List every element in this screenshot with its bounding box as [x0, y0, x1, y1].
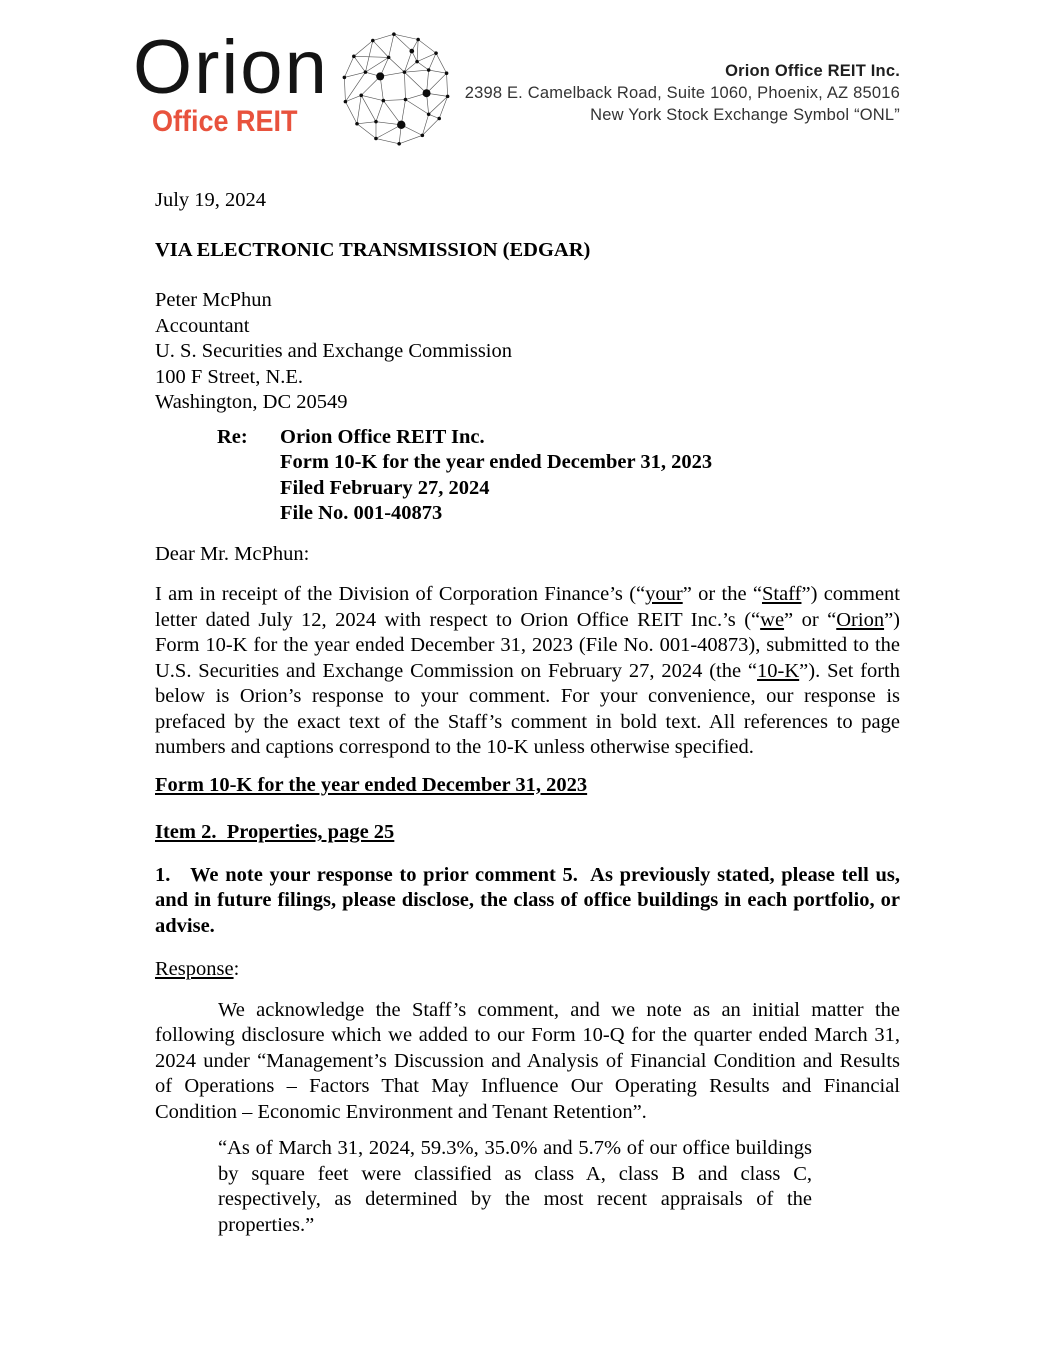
salutation: Dear Mr. McPhun:	[155, 542, 310, 565]
recipient-street: 100 F Street, N.E.	[155, 365, 304, 388]
orion-logo	[133, 25, 329, 138]
response-paragraph: We acknowledge the Staff’s comment, and we note as an initial matter the following disclosure which we added to our Form 10-Q for the quarter ended March 31, 2024 under “Management’s Discussion and Analysis of Financial Condition and Results of Operations – Factors That May Influence Our Operating Results and Financial Condition – Economic Environment and Tenant Retention”.	[155, 998, 900, 1123]
letter-body	[155, 188, 900, 1238]
orion-logo-subtitle: Office REIT	[152, 105, 298, 138]
network-globe-icon	[338, 30, 454, 148]
company-info-block	[465, 60, 900, 126]
staff-comment-1: 1. We note your response to prior comment 5. As previously stated, please tell us, and in future filings, please disclose, the class of office buildings in each portfolio, or advise.	[155, 863, 900, 937]
re-lines	[280, 425, 712, 527]
letterhead	[0, 0, 1055, 165]
company-exchange-symbol: New York Stock Exchange Symbol “ONL”	[590, 106, 900, 124]
re-line-filed: Filed February 27, 2024	[280, 476, 490, 499]
re-line-form: Form 10-K for the year ended December 31, 2023	[280, 451, 713, 473]
re-line-file-no: File No. 001-40873	[280, 502, 443, 524]
company-name: Orion Office REIT Inc.	[725, 62, 900, 80]
recipient-organization: U. S. Securities and Exchange Commission	[155, 340, 512, 362]
delivery-method: VIA ELECTRONIC TRANSMISSION (EDGAR)	[155, 238, 591, 261]
recipient-name: Peter McPhun	[155, 289, 272, 311]
response-label: Response:	[155, 958, 240, 980]
disclosure-quote: “As of March 31, 2024, 59.3%, 35.0% and 5.7% of our office buildings by square feet were classified as class A, class B and class C, respectively, as determined by the most recent appraisals of the properties.”	[218, 1137, 812, 1236]
recipient-address-block	[155, 288, 900, 416]
re-label: Re:	[217, 425, 248, 448]
letter-date: July 19, 2024	[155, 189, 267, 211]
heading-item-2-properties: Item 2. Properties, page 25	[155, 821, 395, 843]
heading-form-10k: Form 10-K for the year ended December 31, 2023	[155, 773, 588, 796]
orion-wordmark: Orion	[133, 25, 329, 110]
recipient-title: Accountant	[155, 314, 250, 337]
recipient-city: Washington, DC 20549	[155, 391, 348, 413]
re-block	[217, 425, 900, 527]
company-address: 2398 E. Camelback Road, Suite 1060, Phoenix, AZ 85016	[464, 84, 900, 102]
intro-paragraph: I am in receipt of the Division of Corporation Finance’s (“your” or the “Staff”) comment letter dated July 12, 2024 with respect to Orion Office REIT Inc.’s (“we” or “Orion”) Form 10-K for the year ended December 31, 2023 (File No. 001-40873), submitted to the U.S. Securities and Exchange Commission on February 27, 2024 (the “10-K”). Set forth below is Orion’s response to your comment. For your convenience, our response is prefaced by the exact text of the Staff’s comment in bold text. All references to page numbers and captions correspond to the 10-K unless otherwise specified.	[155, 583, 901, 758]
re-line-company: Orion Office REIT Inc.	[280, 425, 485, 448]
